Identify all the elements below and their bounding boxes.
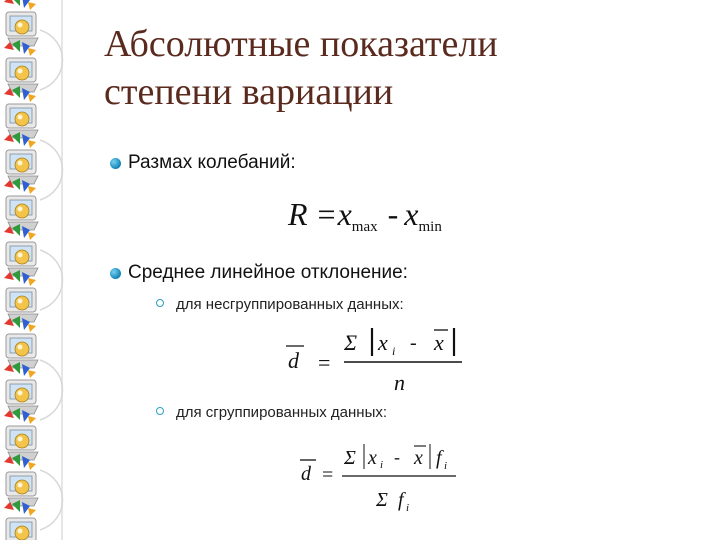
title-line-1: Абсолютные показатели <box>104 23 498 65</box>
range-max: max <box>351 219 378 235</box>
computer-clipart-icon <box>0 498 46 540</box>
formula-range <box>288 196 442 245</box>
mad2-f-top: f <box>436 447 442 469</box>
mad2-i: i <box>380 459 384 471</box>
mad2-equals: = <box>322 464 334 486</box>
mad1-d: d <box>288 348 299 373</box>
bullet-mad <box>128 262 408 284</box>
sub-bullet-ungrouped-text: для несгруппированных данных: <box>176 296 404 313</box>
range-x1: x <box>337 196 352 232</box>
decorative-border <box>0 0 78 540</box>
mad1-xi: x <box>378 330 388 355</box>
range-equals: = <box>317 196 336 232</box>
sub-bullet-ring-icon <box>156 407 164 415</box>
mad2-i-top: i <box>444 460 448 472</box>
range-x2: x <box>404 196 419 232</box>
range-min: min <box>418 219 442 235</box>
range-minus: - <box>387 196 399 232</box>
mad2-sigma-bottom: Σ <box>376 489 388 511</box>
mad2-xbar: x <box>414 447 423 469</box>
mad1-minus: - <box>410 332 417 354</box>
mad2-f-bottom: f <box>398 489 404 511</box>
mad2-minus: - <box>394 447 400 467</box>
bullet-range <box>128 152 296 174</box>
mad1-n: n <box>394 370 405 395</box>
mad1-equals: = <box>318 350 331 375</box>
mad2-xi: x <box>368 447 377 469</box>
slide-title <box>104 20 664 116</box>
bullet-dot-icon <box>110 268 121 279</box>
bullet-mad-text: Среднее линейное отклонение: <box>128 262 408 283</box>
mad1-i: i <box>392 344 396 358</box>
sub-bullet-ring-icon <box>156 299 164 307</box>
mad2-sigma: Σ <box>344 447 356 469</box>
formula-mad-ungrouped <box>280 322 480 402</box>
mad2-d: d <box>301 463 311 485</box>
sub-bullet-ungrouped <box>176 296 404 313</box>
formula-mad-grouped <box>290 432 480 522</box>
title-line-2: степени вариации <box>104 71 394 113</box>
mad2-i-bottom: i <box>406 502 410 514</box>
range-r: R <box>288 196 308 232</box>
bullet-dot-icon <box>110 158 121 169</box>
sub-bullet-grouped <box>176 404 387 421</box>
bullet-range-text: Размах колебаний: <box>128 152 296 173</box>
mad1-sigma: Σ <box>344 330 358 355</box>
sub-bullet-grouped-text: для сгруппированных данных: <box>176 404 388 421</box>
mad1-xbar: x <box>434 330 444 355</box>
